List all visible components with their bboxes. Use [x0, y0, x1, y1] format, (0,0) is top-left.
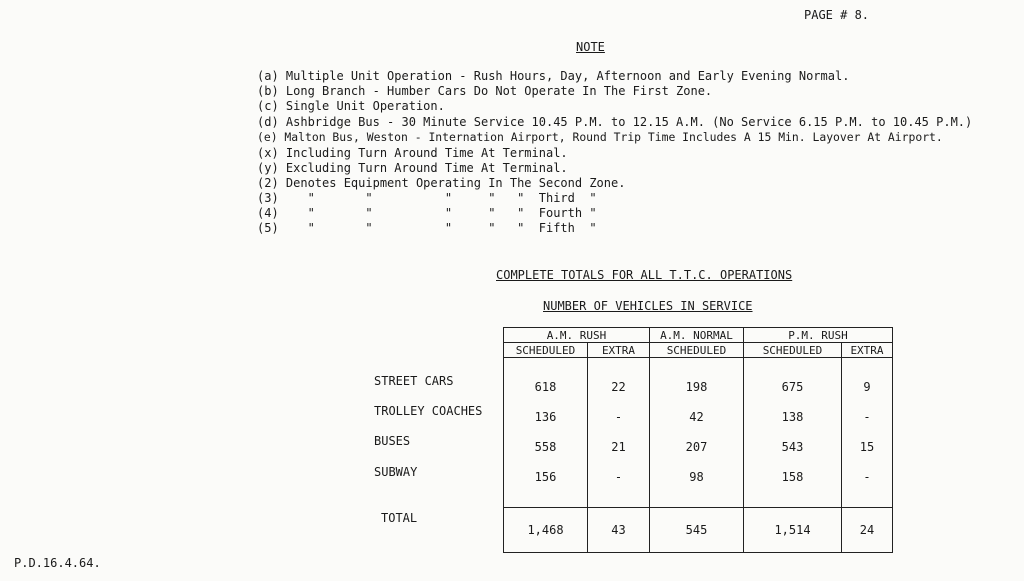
note-line-d: (d) Ashbridge Bus - 30 Minute Service 10.45 P.M. to 12.15 A.M. (No Service 6.15 P.M. to 10.45 P.M.) [257, 115, 973, 129]
cell-trolley-coaches-am-rush-scheduled: 136 [534, 410, 557, 424]
cell-trolley-coaches-am-normal: 42 [689, 410, 704, 424]
note-line-e: (e) Malton Bus, Weston - Internation Airport, Round Trip Time Includes A 15 Min. Layover At Airport. [257, 130, 943, 144]
note-title: NOTE [576, 40, 605, 54]
cell-subway-pm-rush-scheduled: 158 [781, 470, 804, 484]
col-pm-rush-extra [842, 358, 893, 508]
group-header-pm-rush: P.M. RUSH [744, 328, 893, 343]
cell-street-cars-pm-rush-extra: 9 [863, 380, 871, 394]
total-am-rush-scheduled: 1,468 [504, 508, 588, 553]
total-pm-rush-scheduled: 1,514 [744, 508, 842, 553]
row-label-street-cars: STREET CARS [374, 374, 454, 388]
cell-subway-pm-rush-extra: - [863, 470, 871, 484]
note-line-5: (5) " " " " " Fifth " [257, 221, 597, 235]
col-am-rush-scheduled [504, 358, 588, 508]
note-line-2: (2) Denotes Equipment Operating In The Second Zone. [257, 176, 626, 190]
cell-buses-am-rush-extra: 21 [611, 440, 626, 454]
cell-subway-am-normal: 98 [689, 470, 704, 484]
cell-street-cars-am-rush-extra: 22 [611, 380, 626, 394]
note-line-y: (y) Excluding Turn Around Time At Terminal. [257, 161, 568, 175]
vehicles-table [503, 327, 893, 553]
col-pm-rush-scheduled [744, 358, 842, 508]
totals-title: COMPLETE TOTALS FOR ALL T.T.C. OPERATIONS [496, 268, 793, 282]
note-line-c: (c) Single Unit Operation. [257, 99, 445, 113]
subheader-am-normal-scheduled: SCHEDULED [650, 343, 744, 358]
cell-buses-pm-rush-extra: 15 [859, 440, 875, 454]
cell-buses-am-normal: 207 [685, 440, 708, 454]
note-line-x: (x) Including Turn Around Time At Terminal. [257, 146, 568, 160]
col-am-normal-scheduled [650, 358, 744, 508]
subheader-pm-rush-extra: EXTRA [842, 343, 893, 358]
total-pm-rush-extra: 24 [842, 508, 893, 553]
total-am-normal-scheduled: 545 [650, 508, 744, 553]
page-number: PAGE # 8. [804, 8, 870, 22]
total-am-rush-extra: 43 [588, 508, 650, 553]
group-header-am-normal: A.M. NORMAL [650, 328, 744, 343]
cell-trolley-coaches-pm-rush-extra: - [863, 410, 871, 424]
row-label-trolley-coaches: TROLLEY COACHES [374, 404, 483, 418]
cell-trolley-coaches-am-rush-extra: - [614, 410, 623, 424]
cell-street-cars-am-rush-scheduled: 618 [534, 380, 557, 394]
subheader-am-rush-scheduled: SCHEDULED [504, 343, 588, 358]
note-line-b: (b) Long Branch - Humber Cars Do Not Operate In The First Zone. [257, 84, 713, 98]
note-line-3: (3) " " " " " Third " [257, 191, 597, 205]
subheader-am-rush-extra: EXTRA [588, 343, 650, 358]
row-label-subway: SUBWAY [374, 465, 418, 479]
cell-street-cars-pm-rush-scheduled: 675 [781, 380, 804, 394]
cell-subway-am-rush-extra: - [614, 470, 623, 484]
cell-buses-pm-rush-scheduled: 543 [781, 440, 804, 454]
cell-subway-am-rush-scheduled: 156 [534, 470, 557, 484]
cell-trolley-coaches-pm-rush-scheduled: 138 [781, 410, 804, 424]
totals-subtitle: NUMBER OF VEHICLES IN SERVICE [543, 299, 753, 313]
note-line-a: (a) Multiple Unit Operation - Rush Hours, Day, Afternoon and Early Evening Normal. [257, 69, 850, 83]
group-header-am-rush: A.M. RUSH [504, 328, 650, 343]
row-label-total: TOTAL [381, 511, 418, 525]
cell-buses-am-rush-scheduled: 558 [534, 440, 557, 454]
cell-street-cars-am-normal: 198 [685, 380, 708, 394]
col-am-rush-extra [588, 358, 650, 508]
footer-code: P.D.16.4.64. [14, 556, 101, 570]
row-label-buses: BUSES [374, 434, 411, 448]
subheader-pm-rush-scheduled: SCHEDULED [744, 343, 842, 358]
note-line-4: (4) " " " " " Fourth " [257, 206, 597, 220]
